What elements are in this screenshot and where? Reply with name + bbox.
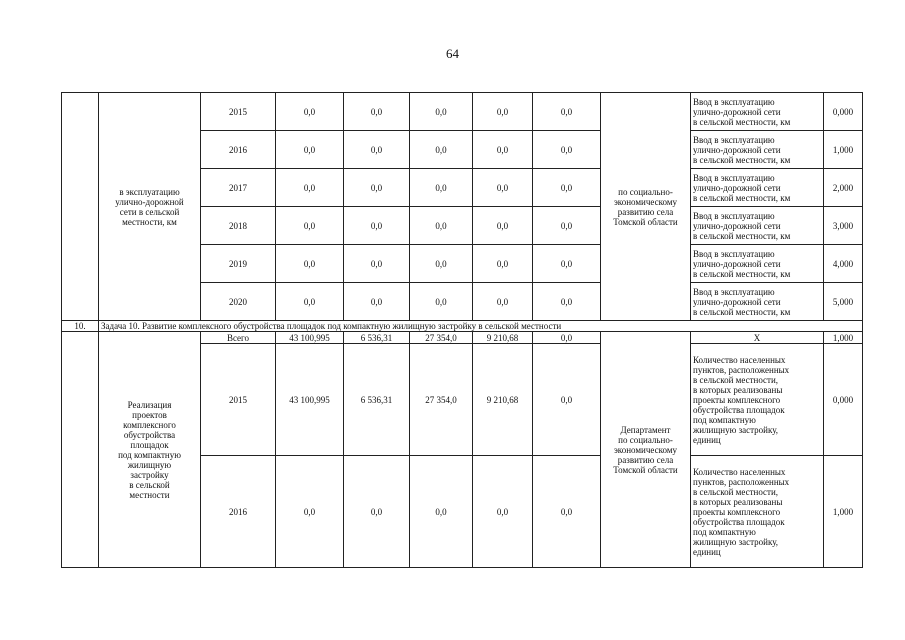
value-cell: 0,0 (276, 456, 344, 568)
value-cell: 0,0 (344, 456, 410, 568)
executor-cell: Департамент по социально- экономическому развитию села Томской области (601, 332, 691, 568)
year-cell: 2020 (201, 283, 276, 321)
target-cell: 1,000 (824, 332, 863, 344)
target-cell: 0,000 (824, 344, 863, 456)
task-row (62, 321, 863, 332)
value-cell: 0,0 (410, 207, 473, 245)
indicator-cell: Количество населенных пунктов, расположенных в сельской местности, в которых реализованы проекты комплексного обустройства площадок под компактную жилищную застройку, единиц (691, 456, 824, 568)
value-cell: 0,0 (410, 245, 473, 283)
target-cell: 2,000 (824, 169, 863, 207)
value-cell: 0,0 (344, 283, 410, 321)
value-cell: 0,0 (276, 283, 344, 321)
value-cell: 27 354,0 (410, 332, 473, 344)
task-title: Задача 10. Развитие комплексного обустройства площадок под компактную жилищную застройку в сельской местности (99, 321, 863, 332)
value-cell: 0,0 (473, 283, 533, 321)
year-cell: 2019 (201, 245, 276, 283)
year-cell: Всего (201, 332, 276, 344)
value-cell: 0,0 (276, 131, 344, 169)
value-cell: 0,0 (533, 93, 601, 131)
total-row (62, 332, 863, 344)
value-cell: 0,0 (533, 332, 601, 344)
row-number-cell (62, 332, 99, 568)
target-cell: 1,000 (824, 131, 863, 169)
indicator-cell: Ввод в эксплуатацию улично-дорожной сети в сельской местности, км (691, 245, 824, 283)
value-cell: 27 354,0 (410, 344, 473, 456)
year-cell: 2017 (201, 169, 276, 207)
value-cell: 6 536,31 (344, 332, 410, 344)
indicator-cell: Ввод в эксплуатацию улично-дорожной сети в сельской местности, км (691, 283, 824, 321)
target-cell: 0,000 (824, 93, 863, 131)
value-cell: 0,0 (473, 207, 533, 245)
year-cell: 2015 (201, 344, 276, 456)
value-cell: 0,0 (473, 131, 533, 169)
row-number-cell (62, 93, 99, 321)
indicator-cell: Ввод в эксплуатацию улично-дорожной сети в сельской местности, км (691, 131, 824, 169)
value-cell: 0,0 (410, 456, 473, 568)
value-cell: 6 536,31 (344, 344, 410, 456)
event-name-cell: Реализация проектов комплексного обустройства площадок под компактную жилищную застройку в сельской местности (99, 332, 201, 568)
target-cell: 1,000 (824, 456, 863, 568)
year-cell: 2016 (201, 131, 276, 169)
value-cell: 0,0 (344, 93, 410, 131)
indicator-cell: Ввод в эксплуатацию улично-дорожной сети в сельской местности, км (691, 207, 824, 245)
value-cell: 9 210,68 (473, 344, 533, 456)
value-cell: 0,0 (344, 169, 410, 207)
value-cell: 0,0 (276, 169, 344, 207)
indicator-cell: Х (691, 332, 824, 344)
value-cell: 0,0 (473, 93, 533, 131)
value-cell: 0,0 (344, 245, 410, 283)
indicator-cell: Ввод в эксплуатацию улично-дорожной сети в сельской местности, км (691, 169, 824, 207)
indicator-cell: Количество населенных пунктов, расположенных в сельской местности, в которых реализованы проекты комплексного обустройства площадок под компактную жилищную застройку, единиц (691, 344, 824, 456)
value-cell: 0,0 (533, 131, 601, 169)
year-cell: 2015 (201, 93, 276, 131)
value-cell: 0,0 (533, 283, 601, 321)
value-cell: 9 210,68 (473, 332, 533, 344)
value-cell: 0,0 (533, 169, 601, 207)
value-cell: 0,0 (276, 245, 344, 283)
value-cell: 43 100,995 (276, 332, 344, 344)
value-cell: 0,0 (473, 245, 533, 283)
target-cell: 5,000 (824, 283, 863, 321)
indicator-cell: Ввод в эксплуатацию улично-дорожной сети в сельской местности, км (691, 93, 824, 131)
value-cell: 0,0 (410, 169, 473, 207)
value-cell: 0,0 (533, 245, 601, 283)
executor-cell: по социально- экономическому развитию села Томской области (601, 93, 691, 321)
value-cell: 0,0 (533, 207, 601, 245)
value-cell: 0,0 (276, 93, 344, 131)
value-cell: 0,0 (344, 207, 410, 245)
event-name-cell: в эксплуатацию улично-дорожной сети в сельской местности, км (99, 93, 201, 321)
value-cell: 0,0 (473, 456, 533, 568)
target-cell: 3,000 (824, 207, 863, 245)
page-number: 64 (446, 46, 459, 61)
year-cell: 2018 (201, 207, 276, 245)
task-number: 10. (62, 321, 99, 332)
value-cell: 0,0 (533, 456, 601, 568)
table-row (62, 93, 863, 131)
year-cell: 2016 (201, 456, 276, 568)
value-cell: 0,0 (410, 131, 473, 169)
value-cell: 0,0 (410, 93, 473, 131)
value-cell: 0,0 (533, 344, 601, 456)
value-cell: 0,0 (276, 207, 344, 245)
target-cell: 4,000 (824, 245, 863, 283)
value-cell: 43 100,995 (276, 344, 344, 456)
value-cell: 0,0 (344, 131, 410, 169)
value-cell: 0,0 (473, 169, 533, 207)
program-table (61, 92, 863, 568)
value-cell: 0,0 (410, 283, 473, 321)
